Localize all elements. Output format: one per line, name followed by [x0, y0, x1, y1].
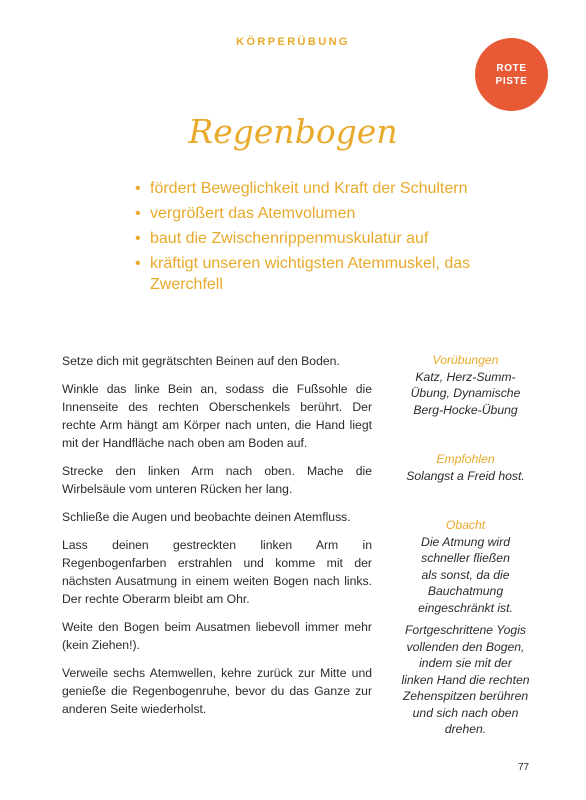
section-category: KÖRPERÜBUNG [236, 36, 350, 48]
exercise-title: Regenbogen [188, 112, 398, 151]
bullet-icon: • [135, 230, 141, 247]
benefit-item [135, 253, 480, 295]
benefit-text: fördert Beweglichkeit und Kraft der Schultern [150, 180, 468, 197]
instruction-paragraph: Schließe die Augen und beobachte deinen Atemfluss. [62, 510, 351, 524]
benefit-item [135, 228, 480, 249]
instruction-paragraph: Setze dich mit gegrätschten Beinen auf den Boden. [62, 354, 340, 368]
instruction-paragraph: Winkle das linke Bein an, sodass die Fußsohle die Innenseite des rechten Oberschenkels berührt. Der rechte Arm hängt am Körper nach unten, die Hand liegt mit der Handfläche nach oben am Boden auf. [62, 382, 372, 450]
benefit-item [135, 178, 480, 199]
badge-line-2: PISTE [495, 75, 528, 87]
benefit-text: baut die Zwischenrippenmuskulatur auf [150, 230, 429, 247]
page-number: 77 [518, 762, 530, 773]
advanced-block [393, 622, 538, 738]
recommended-block [393, 451, 538, 484]
preparation-block [393, 352, 538, 418]
instruction-paragraph: Strecke den linken Arm nach oben. Mache die Wirbelsäule vom unteren Rücken her lang. [62, 464, 372, 496]
preparation-heading: Vorübungen [432, 353, 499, 367]
instruction-paragraph: Lass deinen gestreckten linken Arm in Regenbogenfarben erstrahlen und komme mit der nächsten Ausatmung in einem weiten Bogen nach links. Der rechte Oberarm bleibt am Ohr. [62, 538, 372, 606]
benefit-text: vergrößert das Atemvolumen [150, 205, 356, 222]
badge-line-1: ROTE [496, 62, 527, 74]
bullet-icon: • [135, 205, 141, 222]
bullet-icon: • [135, 255, 141, 272]
sidebar [393, 352, 538, 738]
difficulty-badge [475, 38, 548, 111]
instructions [62, 352, 372, 728]
caution-text: Die Atmung wird schneller fließen als sonst, da die Bauchatmung eingeschränkt ist. [418, 534, 513, 615]
caution-heading: Obacht [445, 518, 486, 532]
bullet-icon: • [135, 180, 141, 197]
recommended-text: Solangst a Freid host. [406, 468, 525, 483]
preparation-text: Katz, Herz-Summ- Übung, Dynamische Berg-Hocke-Übung [410, 369, 521, 417]
instruction-paragraph: Weite den Bogen beim Ausatmen liebevoll immer mehr (kein Ziehen!). [62, 620, 372, 652]
caution-block [393, 517, 538, 616]
recommended-heading: Empfohlen [436, 452, 495, 466]
instruction-paragraph: Verweile sechs Atemwellen, kehre zurück zur Mitte und genieße die Regenbogenruhe, bevor du das Ganze zur anderen Seite wiederholst. [62, 666, 372, 716]
benefit-text: kräftigt unseren wichtigsten Atemmuskel, das Zwerchfell [150, 255, 471, 293]
advanced-text: Fortgeschrittene Yogis vollenden den Bogen, indem sie mit der linken Hand die rechten Zehenspitzen berühren und sich nach oben drehen. [401, 623, 530, 736]
benefit-item [135, 203, 480, 224]
benefits-list [135, 178, 480, 299]
